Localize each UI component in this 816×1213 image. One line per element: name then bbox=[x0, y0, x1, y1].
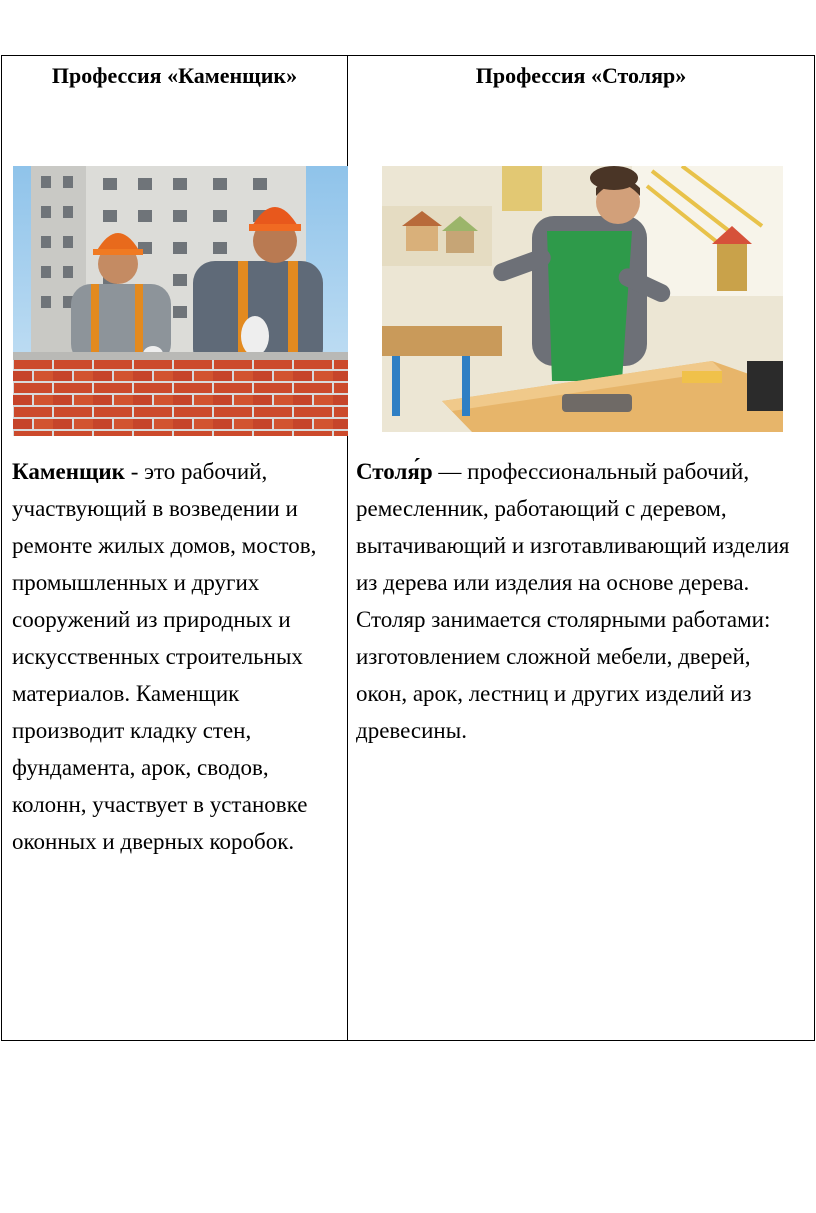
bricklayer-definition: - это рабочий, участвующий в возведении и ремонте жилых домов, мостов, промышленных и других сооружений из природных и искусственных строительных материалов. Каменщик производит кладку стен, фундамента, арок, сводов, колонн, участвует в установке оконных и дверных коробок. bbox=[12, 459, 317, 854]
carpenter-description bbox=[356, 453, 796, 749]
bricklayer-photo-illustration bbox=[13, 166, 348, 436]
carpenter-photo-illustration bbox=[382, 166, 783, 432]
carpenter-heading: Профессия «Столяр» bbox=[475, 63, 687, 88]
bricklayer-description bbox=[12, 453, 346, 860]
carpenter-definition: — профессиональный рабочий, ремесленник, работающий с деревом, вытачивающий и изготавливающий изделия из дерева или изделия на основе дерева. Столяр занимается столярными работами: изготовлением сложной мебели, дверей, окон, арок, лестниц и других изделий из древесины. bbox=[356, 459, 790, 743]
carpenter-photo bbox=[382, 166, 783, 432]
bricklayer-column bbox=[2, 56, 348, 1040]
carpenter-column bbox=[348, 56, 814, 1040]
professions-table bbox=[1, 55, 815, 1041]
bricklayer-heading: Профессия «Каменщик» bbox=[51, 63, 298, 88]
carpenter-term: Столя́р bbox=[356, 459, 433, 484]
bricklayer-photo bbox=[13, 166, 348, 436]
bricklayer-term: Каменщик bbox=[12, 459, 125, 484]
